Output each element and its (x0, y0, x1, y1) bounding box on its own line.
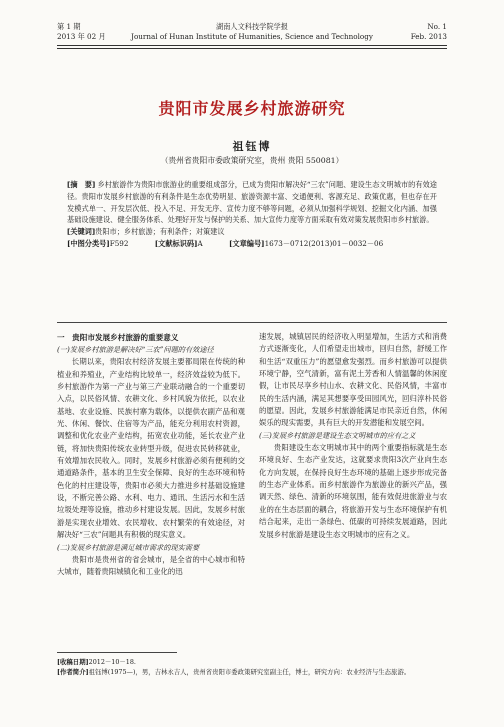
keywords-line (67, 226, 437, 238)
subsection-heading-1: (一)发展乡村旅游是解决好“三农”问题的有效途径 (57, 345, 214, 354)
abstract-bottom-rule (57, 322, 447, 323)
abstract-block (67, 179, 437, 250)
issue-number: 第 1 期 (57, 22, 81, 31)
body-paragraph-2a: 贵阳市是贵州省的省会城市，是全省的中心城市和特大城市，随着贵阳城镇化和工业化的迅 (57, 554, 245, 577)
issue-number-en: No. 1 (427, 22, 447, 31)
subsection-heading-2: (二)发展乡村旅游是满足城市需求的现实需要 (57, 542, 200, 552)
received-date: 2012－10－18. (88, 658, 136, 666)
author-bio-label: [作者简介] (57, 668, 89, 676)
issue-date: 2013 年 02 月 (57, 32, 106, 41)
abstract-text: 乡村旅游作为贵阳市旅游业的重要组成部分，已成为贵阳市解决好“三农”问题、建设生态文明城市的有效途径。贵阳市发展乡村旅游的有利条件是生态优势明显、旅游资源丰富、交通便利、客源充足、政策优惠，但也存在开发模式单一、开发层次低、投入不足、开发无序、宣传力度不够等问题，必须从加强科学规划、挖掘文化内涵、加强基础设施建设、健全服务体系、处理好开发与保护的关系、加大宣传力度等方面采取有效对策发展贵阳市乡村旅游。 (67, 180, 437, 225)
journal-name-en: Journal of Hunan Institute of Humanities, Science and Technology (131, 32, 373, 41)
paper-author: 祖钰博 (232, 140, 272, 153)
article-number-label: [文章编号] (229, 238, 265, 248)
clc-value: F592 (109, 238, 129, 248)
doc-code-label: [文献标识码] (154, 238, 198, 248)
keywords-label: [关键词] (67, 227, 96, 237)
paper-title: 贵阳市发展乡村旅游研究 (158, 99, 346, 118)
header-rule-thick (57, 45, 447, 46)
body-column-left (57, 331, 245, 579)
body-paragraph-1: 长期以来，贵阳农村经济发展主要都局限在传统的种植业和养殖业，产业结构比较单一，经济效益较为低下。乡村旅游作为第一产业与第三产业联动融合的一个重要切入点，以民俗风情、农耕文化、乡村风貌为依托，以农业基地、农业设施、民族村寨为载体，以提供农副产品和观光、休闲、餐饮、住宿等为产品，能充分利用农村资源，调整和优化农业产业结构，拓宽农业功能，延长农业产业链，将加快贵阳传统农业转型升级，促进农民转移就业，有效增加农民收入。同时，发展乡村旅游必须有便利的交通道路条件，基本的卫生安全保障、良好的生态环境和特色化的村庄建设等，贵阳市必须大力推进乡村基础设施建设，不断完善公路、水利、电力、通讯、生活污水和生活垃圾处理等设施，推动乡村建设发展。因此，发展乡村旅游是实现农业增效、农民增收、农村繁荣的有效途径，对解决好“三农”问题具有积极的现实意义。 (57, 357, 245, 540)
abstract-label: [摘 要] (67, 180, 96, 189)
keywords-text: 贵阳市；乡村旅游；有利条件；对策建议 (95, 227, 225, 237)
received-label: [收稿日期] (57, 658, 89, 666)
classification-line (67, 238, 437, 250)
article-number-group (229, 239, 395, 248)
body-paragraph-3: 贵阳建设生态文明城市其中的两个重要指标就是生态环境良好、生态产业发达，这就要求贵阳3次产业向生态化方向发展，在保持良好生态环境的基础上逐步形成完备的生态产业体系。而乡村旅游作为旅游业的新兴产品，强调天然、绿色、清新的环境氛围，能有效促进旅游业与农业的在生态层面的耦合，将旅游开发与生态环境保护有机结合起来，走出一条绿色、低碳的可持续发展道路，因此发展乡村旅游是建设生态文明城市的应有之义。 (259, 443, 447, 539)
author-bio-line (57, 667, 447, 677)
issue-date-en: Feb. 2013 (410, 32, 447, 41)
body-column-right (259, 331, 447, 541)
doc-code-group (155, 239, 215, 248)
author-bio: 祖钰博(1975—)，男，吉林永吉人，贵州省贵阳市委政策研究室副主任，博士，研究方向：农业经济与生态旅游。 (88, 668, 411, 676)
body-paragraph-2b: 速发展，城镇居民的经济收入明显增加，生活方式和消费方式逐渐变化，人们希望走出城市，回归自然，舒缓工作和生活“双重压力”的愿望愈发强烈。而乡村旅游可以提供环境宁静，空气清新，富有泥土芳香和人情温馨的休闲度假，让市民尽享乡村山水、农耕文化、民俗风情，丰富市民的生活内涵，满足其想要享受田园风光，回归淳朴民俗的愿望。因此，发展乡村旅游能满足市民亲近自然，休闲娱乐的现实需要，具有巨大的开发潜能和发展空间。 (259, 332, 447, 428)
section-heading-1: 一 贵阳市发展乡村旅游的重要意义 (57, 333, 179, 342)
clc-group (67, 239, 140, 248)
footnote-block (57, 657, 447, 677)
header-rule-thin (57, 48, 447, 49)
doc-code-value: A (197, 238, 203, 248)
clc-label: [中图分类号] (67, 238, 110, 248)
subsection-heading-3: (三)发展乡村旅游是建设生态文明城市的应有之义 (259, 430, 416, 440)
journal-issue-en (411, 22, 447, 42)
article-number-value: 1673－0712(2013)01－0032－06 (264, 238, 384, 248)
abstract-paragraph (67, 179, 437, 226)
footnote-rule (57, 652, 177, 653)
author-affiliation: （贵州省贵阳市委政策研究室，贵州 贵阳 550081） (160, 156, 344, 165)
journal-name-cn: 湖南人文科技学院学报 (216, 22, 288, 31)
received-date-line (57, 657, 447, 667)
